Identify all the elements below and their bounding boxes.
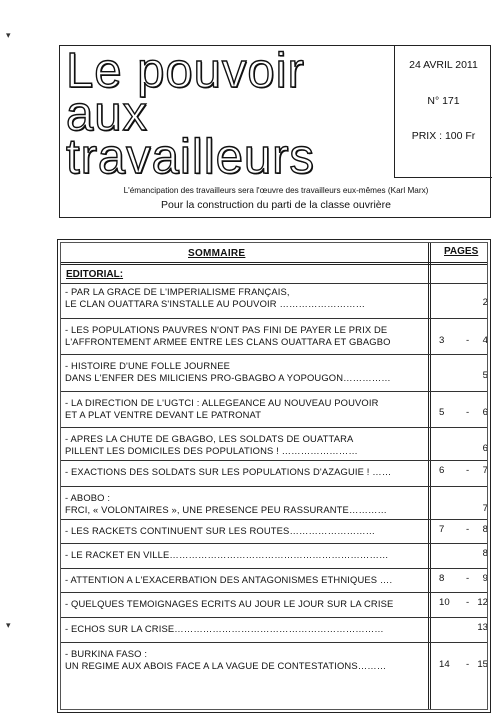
summary-entry: [65, 574, 425, 586]
entry-title-line-1: - QUELQUES TEMOIGNAGES ECRITS AU JOUR LE JOUR SUR LA CRISE: [65, 598, 394, 609]
entry-title-line-2: ET A PLAT VENTRE DEVANT LE PATRONAT: [65, 409, 262, 420]
entry-title-line-2: PILLENT LES DOMICILES DES POPULATIONS ! ……………………: [65, 445, 358, 456]
summary-entry: [65, 360, 425, 384]
entry-title-line-1: - LES RACKETS CONTINUENT SUR LES ROUTES………………………: [65, 525, 376, 536]
entry-title-line-1: - HISTOIRE D'UNE FOLLE JOURNEE: [65, 360, 230, 371]
page-dash: -: [466, 597, 470, 608]
page-end: 15: [477, 659, 488, 670]
summary-entry: [65, 492, 425, 516]
page-start: 6: [439, 465, 445, 476]
row-divider: [61, 354, 487, 355]
page-end: 7: [482, 503, 488, 514]
row-divider: [61, 460, 487, 461]
header-rule: [61, 262, 487, 263]
title-line-3: travailleurs: [66, 130, 315, 184]
page-start: 14: [439, 659, 450, 670]
row-divider: [61, 519, 487, 520]
entry-title-line-2: FRCI, « VOLONTAIRES », UNE PRESENCE PEU RASSURANTE…………: [65, 504, 388, 515]
page-end: 8: [482, 524, 488, 535]
entry-title-line-1: - ECHOS SUR LA CRISE…………………………………………………………: [65, 623, 384, 634]
page-end: 13: [477, 622, 488, 633]
summary-entry: [65, 324, 425, 348]
summary-entry: [65, 525, 425, 537]
page-end: 7: [482, 465, 488, 476]
editorial-label: EDITORIAL:: [66, 269, 124, 280]
entry-title-line-1: - BURKINA FASO :: [65, 648, 148, 659]
page-start: 7: [439, 524, 445, 535]
header-rule: [61, 264, 487, 265]
row-divider: [61, 427, 487, 428]
title-line-2: aux: [66, 87, 149, 141]
page-dash: -: [466, 524, 470, 535]
page-start: 5: [439, 407, 445, 418]
entry-title-line-1: - ATTENTION A L'EXACERBATION DES ANTAGONISMES ETHNIQUES ….: [65, 574, 393, 585]
row-divider: [61, 318, 487, 319]
row-divider: [61, 486, 487, 487]
summary-entry: [65, 598, 425, 610]
row-divider: [61, 283, 487, 284]
row-divider: [61, 568, 487, 569]
page-end: 4: [482, 335, 488, 346]
row-divider: [61, 642, 487, 643]
page-start: 8: [439, 573, 445, 584]
page-dash: -: [466, 573, 470, 584]
column-divider: [428, 243, 429, 709]
masthead-quote: L'émancipation des travailleurs sera l'œuvre des travailleurs eux-mêmes (Karl Marx): [123, 186, 429, 195]
page-dash: -: [466, 407, 470, 418]
pages-heading: PAGES: [444, 246, 479, 257]
page-dash: -: [466, 659, 470, 670]
row-divider: [61, 592, 487, 593]
entry-title-line-1: - APRES LA CHUTE DE GBAGBO, LES SOLDATS DE OUATTARA: [65, 433, 354, 444]
summary-table: [57, 239, 491, 713]
entry-title-line-2: UN REGIME AUX ABOIS FACE A LA VAGUE DE CONTESTATIONS………: [65, 660, 387, 671]
entry-title-line-1: - PAR LA GRACE DE L'IMPERIALISME FRANÇAIS,: [65, 286, 290, 297]
page-end: 6: [482, 443, 488, 454]
summary-entry: [65, 433, 425, 457]
page-end: 12: [477, 597, 488, 608]
masthead-motto: Pour la construction du parti de la classe ouvrière: [161, 199, 391, 211]
scan-mark: ▾: [6, 620, 11, 630]
issue-info-box: [394, 45, 492, 178]
summary-entry: [65, 623, 425, 635]
summary-entry: [65, 549, 425, 561]
issue-date: 24 AVRIL 2011: [409, 59, 478, 71]
entry-title-line-1: - EXACTIONS DES SOLDATS SUR LES POPULATIONS D'AZAGUIE ! ……: [65, 466, 392, 477]
column-divider: [430, 243, 431, 709]
issue-number: N° 171: [427, 95, 460, 107]
page-start: 10: [439, 597, 450, 608]
summary-entry: [65, 648, 425, 672]
page-dash: -: [466, 335, 470, 346]
page-end: 6: [482, 407, 488, 418]
scan-mark: ▾: [6, 30, 11, 40]
row-divider: [61, 391, 487, 392]
entry-title-line-2: LE CLAN OUATTARA S'INSTALLE AU POUVOIR ………………………: [65, 298, 366, 309]
issue-price: PRIX : 100 Fr: [411, 130, 476, 142]
summary-entry: [65, 397, 425, 421]
entry-title-line-1: - LA DIRECTION DE L'UGTCI : ALLEGEANCE AU NOUVEAU POUVOIR: [65, 397, 379, 408]
masthead: [59, 45, 491, 218]
page-end: 8: [482, 548, 488, 559]
page-end: 2: [482, 297, 488, 308]
entry-title-line-1: - LE RACKET EN VILLE……………………………………………………………: [65, 549, 389, 560]
summary-entry: [65, 466, 425, 478]
row-divider: [61, 543, 487, 544]
entry-title-line-1: - LES POPULATIONS PAUVRES N'ONT PAS FINI DE PAYER LE PRIX DE: [65, 324, 388, 335]
entry-title-line-2: DANS L'ENFER DES MILICIENS PRO-GBAGBO A YOPOUGON……………: [65, 372, 391, 383]
entry-title-line-2: L'AFFRONTEMENT ARMEE ENTRE LES CLANS OUATTARA ET GBAGBO: [65, 336, 391, 347]
newspaper-title: [66, 44, 396, 184]
page-end: 5: [482, 370, 488, 381]
page-dash: -: [466, 465, 470, 476]
row-divider: [61, 617, 487, 618]
entry-title-line-1: - ABOBO :: [65, 492, 111, 503]
page-end: 9: [482, 573, 488, 584]
summary-entry: [65, 286, 425, 310]
page-start: 3: [439, 335, 445, 346]
title-line-1: Le pouvoir: [66, 44, 305, 98]
summary-heading: SOMMAIRE: [188, 248, 246, 259]
